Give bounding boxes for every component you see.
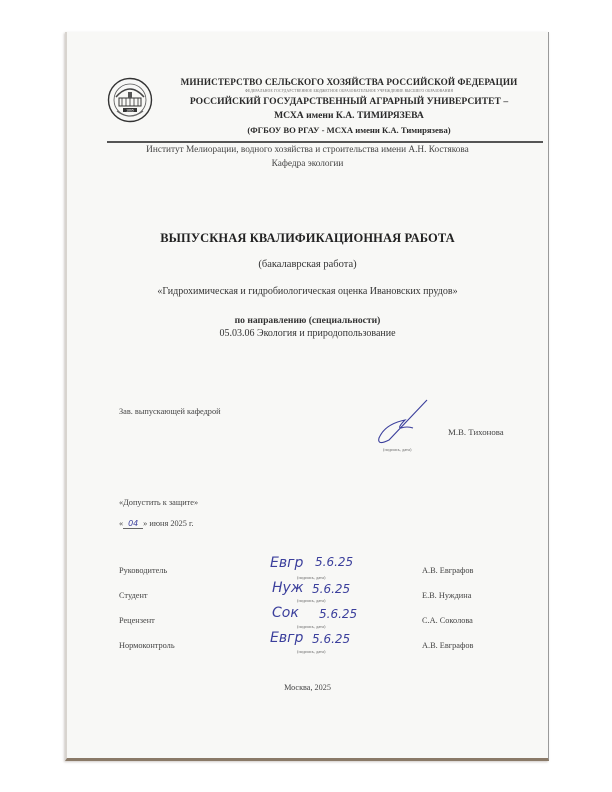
handwritten-signature: Евгр <box>270 630 304 646</box>
role-label: Нормоконтроль <box>119 641 175 650</box>
handwritten-date: 5.6.25 <box>315 555 354 569</box>
role-label: Рецензент <box>119 616 155 625</box>
university-logo-icon <box>107 77 153 123</box>
university-name: МСХА имени К.А. ТИМИРЯЗЕВА <box>274 110 424 121</box>
role-label: Студент <box>119 591 148 600</box>
role-label: Руководитель <box>119 566 168 575</box>
department-name: Кафедра экологии <box>271 159 344 169</box>
date-rest: » июня 2025 г. <box>143 519 194 528</box>
institution-type: ФЕДЕРАЛЬНОЕ ГОСУДАРСТВЕННОЕ БЮДЖЕТНОЕ ОБРАЗОВАТЕЛЬНОЕ УЧРЕЖДЕНИЕ ВЫСШЕГО ОБРАЗОВАНИЯ <box>244 89 454 93</box>
ministry-heading: МИНИСТЕРСТВО СЕЛЬСКОГО ХОЗЯЙСТВА РОССИЙСКОЙ ФЕДЕРАЦИИ <box>180 77 518 87</box>
handwritten-date: 5.6.25 <box>312 582 351 596</box>
date-day: 04 <box>123 519 143 529</box>
admit-label: «Допустить к защите» <box>119 498 199 507</box>
document-title: ВЫПУСКНАЯ КВАЛИФИКАЦИОННАЯ РАБОТА <box>160 231 455 245</box>
handwritten-signature: Нуж <box>272 580 304 596</box>
svg-text:1865: 1865 <box>126 108 134 113</box>
person-name: А.В. Евграфов <box>422 641 474 650</box>
signature-caption: (подпись, дата) <box>297 575 326 580</box>
institute-name: Институт Мелиорации, водного хозяйства и строительства имени А.Н. Костякова <box>146 145 469 155</box>
head-label: Зав. выпускающей кафедрой <box>119 407 221 416</box>
university-abbreviation: (ФГБОУ ВО РГАУ - МСХА имени К.А. Тимирязева) <box>247 125 451 135</box>
handwritten-date: 5.6.25 <box>319 607 358 621</box>
date-open-quote: « <box>119 519 124 528</box>
admit-date <box>119 519 194 529</box>
handwritten-signature: Евгр <box>270 555 304 571</box>
person-name: Е.В. Нуждина <box>422 591 472 600</box>
city-year: Москва, 2025 <box>284 683 331 692</box>
signature-caption: (подпись, дата) <box>297 624 326 629</box>
university-heading: РОССИЙСКИЙ ГОСУДАРСТВЕННЫЙ АГРАРНЫЙ УНИВЕРСИТЕТ – <box>189 96 509 107</box>
signature-caption: (подпись, дата) <box>297 649 326 654</box>
person-name: С.А. Соколова <box>422 616 473 625</box>
header-divider <box>107 141 543 143</box>
specialty: 05.03.06 Экология и природопользование <box>219 328 396 339</box>
document-subtitle: (бакалаврская работа) <box>258 259 357 270</box>
signature-caption: (подпись, дата) <box>297 598 326 603</box>
direction-label: по направлению (специальности) <box>234 315 381 326</box>
person-name: А.В. Евграфов <box>422 566 474 575</box>
head-signature-icon <box>367 398 437 448</box>
handwritten-signature: Сок <box>272 605 299 621</box>
head-name: М.В. Тихонова <box>448 427 504 437</box>
handwritten-date: 5.6.25 <box>312 632 351 646</box>
head-signature-caption: (подпись, дата) <box>383 447 412 452</box>
scanned-title-page <box>65 32 549 761</box>
thesis-topic: «Гидрохимическая и гидробиологическая оценка Ивановских прудов» <box>157 286 458 297</box>
